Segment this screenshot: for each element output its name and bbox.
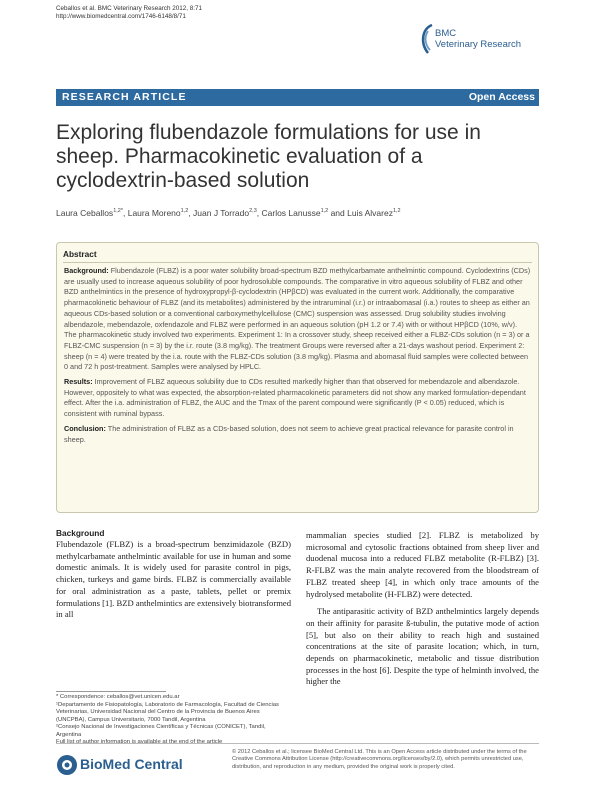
abstract-box <box>56 242 539 513</box>
author-info-note: Full list of author information is available at the end of the article <box>56 739 223 745</box>
abstract-body <box>64 266 531 449</box>
footnote-divider <box>56 691 166 692</box>
running-header <box>56 5 202 22</box>
author[interactable]: Laura Moreno$^{1,2}$ <box>127 208 189 218</box>
body-paragraph: The antiparasitic activity of BZD anthelmintics largely depends on their affinity for parasite ß-tubulin, the putative mode of action [5], but also on their ability to reach high and sustained concentrations at the site of parasite location; which, in turn, depends on pharmacokinetic, metabolic and tissue distribution processes in the host [6]. Despite the type of helminth involved, the higher the <box>306 606 539 687</box>
article-title: Exploring flubendazole formulations for use in sheep. Pharmacokinetic evaluation of a cyclodextrin-based solution <box>56 121 481 192</box>
abstract-conclusion: Conclusion: The administration of FLBZ as a CDs-based solution, does not seem to achieve great practical relevance for parasite control in sheep. <box>64 423 514 444</box>
footer-divider <box>56 743 539 744</box>
publisher-name: BioMed Central <box>80 756 183 772</box>
abstract-heading: Abstract <box>63 249 97 259</box>
author[interactable]: Luis Alvarez$^{1,2}$ <box>347 208 401 218</box>
correspondence-note: * Correspondence: ceballos@vet.unicen.edu.ar <box>56 694 180 700</box>
author[interactable]: Carlos Lanusse$^{1,2}$ <box>261 208 329 218</box>
footnotes <box>56 694 291 747</box>
citation-line: Ceballos et al. BMC Veterinary Research 2012, 8:71 <box>56 5 202 12</box>
right-column <box>306 530 539 688</box>
affiliation-2: ²Consejo Nacional de Investigaciones Científicas y Técnicas (CONICET), Tandil, Argentina <box>56 724 266 738</box>
article-url[interactable]: http://www.biomedcentral.com/1746-6148/8/71 <box>56 13 186 21</box>
body-paragraph: Flubendazole (FLBZ) is a broad-spectrum benzimidazole (BZD) methylcarbamate anthelmintic available for use in human and some domestic animals. It is widely used for parasite control in pigs, chicken, turkeys and game birds. FLBZ is commercially available for oral administration as a paste, tablets, pellet or premix formulations [1]. BZD anthelmintics are extensively biotransformed in all <box>56 539 291 620</box>
biomed-central-icon <box>56 754 78 776</box>
abstract-background: Background: Flubendazole (FLBZ) is a poor water solubility broad-spectrum BZD methylcarbamate anthelmintic compound. Cyclodextrins (CDs) are usually used to increase aqueous solubility of poor hydrosoluble compounds. The comparative in vitro aqueous solubility of FLBZ and other BZD anthelmintics in the presence of hydroxypropyl-β-cyclodextrin (HPβCD) was evaluated in the current work. Additionally, the comparative pharmacokinetic behaviour of FLBZ (and its metabolites) administered by the intraruminal (i.r.) or intraabomasal (i.a.) routes to sheep as either an aqueous CDs-based solution or a conventional carboxymethylcellulose (CMC) suspension was assessed. Drug solubility studies involving albendazole, mebendazole, oxfendazole and FLBZ were performed in an aqueous solution (pH 1.2 or 7.4) with or without HPβCD (10%, w/v). The pharmacokinetic study involved two experiments. Experiment 1: In a crossover study, sheep received either a FLBZ-CDs solution (n = 3) or a FLBZ-CMC suspension (n = 3) by the i.r. route (3.8 mg/kg). The treatment Groups were reversed after a 21-days washout period. Experiment 2: sheep (n = 4) were treated by the i.a. route with the FLBZ-CDs solution (3.8 mg/kg). Plasma and abomasal fluid samples were collected between 0 and 72 h post-treatment. Samples were analysed by HPLC. <box>64 266 531 372</box>
journal-logo-line1: BMC <box>435 28 457 39</box>
article-type-bar <box>56 89 539 106</box>
author[interactable]: Laura Ceballos$^{1,2*}$ <box>56 208 123 218</box>
journal-logo <box>418 21 548 71</box>
article-type: RESEARCH ARTICLE <box>62 91 187 103</box>
author[interactable]: Juan J Torrado$^{2,3}$ <box>193 208 257 218</box>
section-heading-background: Background <box>56 528 105 538</box>
body-paragraph: mammalian species studied [2]. FLBZ is metabolized by microsomal and cytosolic fractions obtained from sheep liver and duodenal mucosa into a reduced FLBZ metabolite (R-FLBZ) [3]. R-FLBZ was the main analyte recovered from the bloodstream of FLBZ treated sheep [4], in which only trace amounts of the hydrolysed metabolite (H-FLBZ) were detected. <box>306 530 539 599</box>
abstract-results: Results: Improvement of FLBZ aqueous solubility due to CDs resulted markedly higher than that observed for mebendazole and albendazole. However, oppositely to what was expected, the absorption-related pharmacokinetic parameters did not show any marked formulation-dependant effect. After the i.a. administration of FLBZ, the AUC and the Tmax of the parent compound were significantly (P < 0.05) reduced, which is consistent with ruminal bypass. <box>64 377 526 419</box>
open-access-label: Open Access <box>468 91 535 103</box>
author-list: Laura Ceballos$^{1,2*}$, Laura Moreno$^{1,2}$, Juan J Torrado$^{2,3}$, Carlos Lanusse$^{1,2}$ and Luis Alvarez$^{1,2}$ <box>56 208 401 218</box>
affiliation-1: ¹Departamento de Fisiopatología, Laboratorio de Farmacología, Facultad de Ciencias Veterinarias, Universidad Nacional del Centro de la Provincia de Buenos Aires (UNCPBA), Campus Universitario, 7000 Tandil, Argentina <box>56 701 279 723</box>
left-column <box>56 528 291 621</box>
license-statement: © 2012 Ceballos et al.; licensee BioMed Central Ltd. This is an Open Access article distributed under the terms of the Creative Commons Attribution License (http://creativecommons.org/licenses/by/2.0), which permits unrestricted use, distribution, and reproduction in any medium, provided the original work is properly cited. <box>232 749 527 770</box>
abstract-divider <box>63 262 532 263</box>
journal-logo-line2: Veterinary Research <box>435 39 522 50</box>
biomed-central-logo <box>56 752 206 778</box>
